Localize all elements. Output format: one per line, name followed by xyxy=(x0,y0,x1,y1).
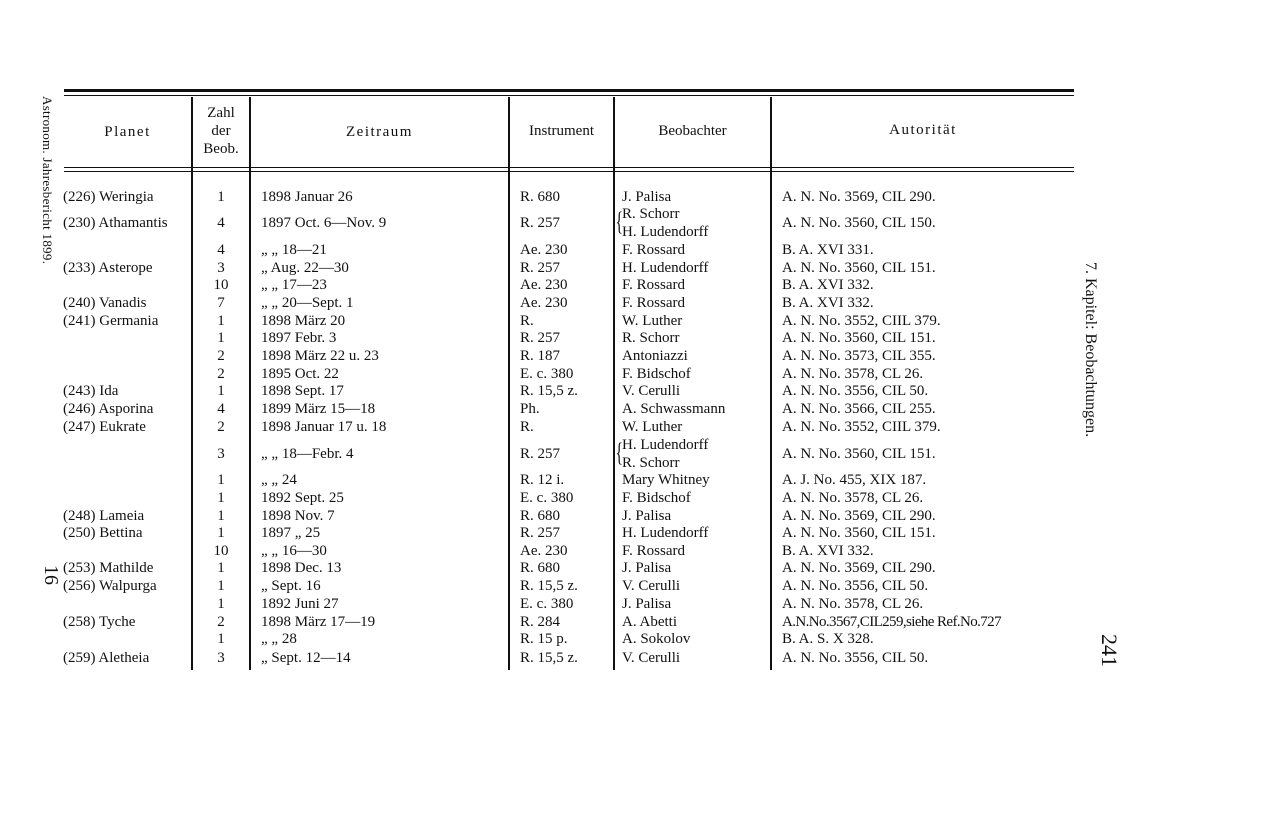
row-8-auth: A. N. No. 3560, CIL 151. xyxy=(782,330,936,346)
row-4-inst: R. 257 xyxy=(520,260,561,276)
row-19-inst: Ae. 230 xyxy=(520,543,568,559)
header-autoritaet: Autorität xyxy=(889,122,957,138)
row-9-zeit: 1898 März 22 u. 23 xyxy=(261,348,379,364)
row-6-planet: (240) Vanadis xyxy=(63,295,147,311)
row-19-auth: B. A. XVI 332. xyxy=(782,543,874,559)
left-page-number: 16 xyxy=(40,565,62,585)
row-10-inst: E. c. 380 xyxy=(520,366,574,382)
row-22-inst: E. c. 380 xyxy=(520,596,574,612)
row-7-n: 1 xyxy=(217,313,225,329)
row-20-auth: A. N. No. 3569, CIL 290. xyxy=(782,560,936,576)
row-18-auth: A. N. No. 3560, CIL 151. xyxy=(782,525,936,541)
row-5-zeit: „ „ 17—23 xyxy=(261,277,327,293)
row-22-n: 1 xyxy=(217,596,225,612)
row-2-zeit: 1897 Oct. 6—Nov. 9 xyxy=(261,215,387,231)
row-2-inst: R. 257 xyxy=(520,215,561,231)
row-17-zeit: 1898 Nov. 7 xyxy=(261,508,335,524)
row-5-beob: F. Rossard xyxy=(622,277,685,293)
row-4-auth: A. N. No. 3560, CIL 151. xyxy=(782,260,936,276)
row-18-n: 1 xyxy=(217,525,225,541)
row-7-beob: W. Luther xyxy=(622,313,683,329)
row-15-beob: Mary Whitney xyxy=(622,472,710,488)
row-16-auth: A. N. No. 3578, CL 26. xyxy=(782,490,924,506)
row-13-beob: W. Luther xyxy=(622,419,683,435)
row-16-beob: F. Bidschof xyxy=(622,490,691,506)
row-2-beob2: H. Ludendorff xyxy=(622,224,709,240)
row-25-n: 3 xyxy=(217,650,225,666)
row-4-beob: H. Ludendorff xyxy=(622,260,709,276)
column-rule-4 xyxy=(613,97,615,670)
row-11-beob: V. Cerulli xyxy=(622,383,681,399)
row-1-n: 1 xyxy=(217,189,225,205)
row-2-brace: { xyxy=(615,207,623,236)
header-zahl-line-1: Zahl xyxy=(207,105,235,121)
row-13-n: 2 xyxy=(217,419,225,435)
row-23-planet: (258) Tyche xyxy=(63,614,136,630)
header-rule-2 xyxy=(64,171,1074,172)
row-22-zeit: 1892 Juni 27 xyxy=(261,596,339,612)
row-12-inst: Ph. xyxy=(520,401,540,417)
row-21-beob: V. Cerulli xyxy=(622,578,681,594)
row-1-zeit: 1898 Januar 26 xyxy=(261,189,353,205)
row-12-planet: (246) Asporina xyxy=(63,401,154,417)
header-zahl xyxy=(193,104,249,158)
header-rule-1 xyxy=(64,167,1074,168)
header-instrument: Instrument xyxy=(529,123,594,139)
row-2-planet: (230) Athamantis xyxy=(63,215,168,231)
row-14-auth: A. N. No. 3560, CIL 151. xyxy=(782,446,936,462)
row-11-planet: (243) Ida xyxy=(63,383,119,399)
row-18-planet: (250) Bettina xyxy=(63,525,143,541)
header-zahl-line-2: der xyxy=(211,123,231,139)
right-page-number: 241 xyxy=(1097,634,1122,667)
row-3-zeit: „ „ 18—21 xyxy=(261,242,327,258)
row-15-auth: A. J. No. 455, XIX 187. xyxy=(782,472,927,488)
row-19-beob: F. Rossard xyxy=(622,543,685,559)
row-13-zeit: 1898 Januar 17 u. 18 xyxy=(261,419,387,435)
row-16-inst: E. c. 380 xyxy=(520,490,574,506)
row-12-beob: A. Schwassmann xyxy=(622,401,726,417)
row-25-planet: (259) Aletheia xyxy=(63,650,150,666)
row-8-inst: R. 257 xyxy=(520,330,561,346)
row-6-zeit: „ „ 20—Sept. 1 xyxy=(261,295,354,311)
row-13-inst: R. xyxy=(520,419,534,435)
row-22-auth: A. N. No. 3578, CL 26. xyxy=(782,596,924,612)
column-rule-3 xyxy=(508,97,510,670)
row-10-zeit: 1895 Oct. 22 xyxy=(261,366,339,382)
row-25-inst: R. 15,5 z. xyxy=(520,650,578,666)
row-15-zeit: „ „ 24 xyxy=(261,472,297,488)
row-24-zeit: „ „ 28 xyxy=(261,631,297,647)
row-11-zeit: 1898 Sept. 17 xyxy=(261,383,344,399)
row-20-inst: R. 680 xyxy=(520,560,561,576)
right-running-head: 7. Kapitel: Beobachtungen. xyxy=(1082,262,1099,438)
header-beobachter: Beobachter xyxy=(658,123,727,139)
row-5-inst: Ae. 230 xyxy=(520,277,568,293)
row-15-n: 1 xyxy=(217,472,225,488)
row-7-auth: A. N. No. 3552, CIIL 379. xyxy=(782,313,941,329)
row-4-n: 3 xyxy=(217,260,225,276)
row-23-auth: A.N.No.3567,CIL259,siehe Ref.No.727 xyxy=(782,614,1001,630)
row-20-planet: (253) Mathilde xyxy=(63,560,154,576)
row-14-beob: H. Ludendorff xyxy=(622,437,709,453)
row-14-inst: R. 257 xyxy=(520,446,561,462)
row-21-planet: (256) Walpurga xyxy=(63,578,157,594)
row-3-auth: B. A. XVI 331. xyxy=(782,242,874,258)
row-4-planet: (233) Asterope xyxy=(63,260,153,276)
row-19-zeit: „ „ 16—30 xyxy=(261,543,327,559)
row-24-n: 1 xyxy=(217,631,225,647)
row-8-n: 1 xyxy=(217,330,225,346)
row-7-inst: R. xyxy=(520,313,534,329)
row-7-zeit: 1898 März 20 xyxy=(261,313,346,329)
row-3-inst: Ae. 230 xyxy=(520,242,568,258)
row-16-n: 1 xyxy=(217,490,225,506)
row-9-inst: R. 187 xyxy=(520,348,561,364)
top-rule-thin xyxy=(64,95,1074,96)
row-8-beob: R. Schorr xyxy=(622,330,680,346)
row-9-beob: Antoniazzi xyxy=(622,348,688,364)
row-18-inst: R. 257 xyxy=(520,525,561,541)
row-22-beob: J. Palisa xyxy=(622,596,672,612)
header-planet: Planet xyxy=(104,124,151,140)
column-rule-2 xyxy=(249,97,251,670)
row-10-n: 2 xyxy=(217,366,225,382)
row-15-inst: R. 12 i. xyxy=(520,472,565,488)
row-10-beob: F. Bidschof xyxy=(622,366,691,382)
row-24-auth: B. A. S. X 328. xyxy=(782,631,874,647)
row-24-beob: A. Sokolov xyxy=(622,631,691,647)
column-rule-5 xyxy=(770,97,772,670)
row-5-n: 10 xyxy=(213,277,229,293)
row-24-inst: R. 15 p. xyxy=(520,631,568,647)
row-3-beob: F. Rossard xyxy=(622,242,685,258)
row-6-beob: F. Rossard xyxy=(622,295,685,311)
row-7-planet: (241) Germania xyxy=(63,313,159,329)
row-6-n: 7 xyxy=(217,295,225,311)
row-14-beob2: R. Schorr xyxy=(622,455,680,471)
row-11-inst: R. 15,5 z. xyxy=(520,383,578,399)
row-17-planet: (248) Lameia xyxy=(63,508,145,524)
left-running-head: Astronom. Jahresbericht 1899. xyxy=(40,96,55,265)
row-1-auth: A. N. No. 3569, CIL 290. xyxy=(782,189,936,205)
row-17-auth: A. N. No. 3569, CIL 290. xyxy=(782,508,936,524)
row-25-beob: V. Cerulli xyxy=(622,650,681,666)
row-16-zeit: 1892 Sept. 25 xyxy=(261,490,344,506)
row-23-inst: R. 284 xyxy=(520,614,561,630)
row-10-auth: A. N. No. 3578, CL 26. xyxy=(782,366,924,382)
row-2-n: 4 xyxy=(217,215,225,231)
row-25-zeit: „ Sept. 12—14 xyxy=(261,650,351,666)
row-4-zeit: „ Aug. 22—30 xyxy=(261,260,349,276)
row-13-planet: (247) Eukrate xyxy=(63,419,146,435)
row-14-zeit: „ „ 18—Febr. 4 xyxy=(261,446,354,462)
row-23-n: 2 xyxy=(217,614,225,630)
row-11-auth: A. N. No. 3556, CIL 50. xyxy=(782,383,929,399)
row-20-zeit: 1898 Dec. 13 xyxy=(261,560,342,576)
row-18-zeit: 1897 „ 25 xyxy=(261,525,321,541)
row-17-beob: J. Palisa xyxy=(622,508,672,524)
row-14-brace: { xyxy=(615,438,623,467)
row-12-zeit: 1899 März 15—18 xyxy=(261,401,376,417)
row-1-inst: R. 680 xyxy=(520,189,561,205)
row-6-inst: Ae. 230 xyxy=(520,295,568,311)
row-13-auth: A. N. No. 3552, CIIL 379. xyxy=(782,419,941,435)
row-18-beob: H. Ludendorff xyxy=(622,525,709,541)
row-17-inst: R. 680 xyxy=(520,508,561,524)
row-23-beob: A. Abetti xyxy=(622,614,677,630)
row-21-inst: R. 15,5 z. xyxy=(520,578,578,594)
row-5-auth: B. A. XVI 332. xyxy=(782,277,874,293)
row-25-auth: A. N. No. 3556, CIL 50. xyxy=(782,650,929,666)
row-11-n: 1 xyxy=(217,383,225,399)
row-3-n: 4 xyxy=(217,242,225,258)
header-zeitraum: Zeitraum xyxy=(346,124,413,140)
row-9-auth: A. N. No. 3573, CIL 355. xyxy=(782,348,936,364)
row-12-auth: A. N. No. 3566, CIL 255. xyxy=(782,401,936,417)
row-9-n: 2 xyxy=(217,348,225,364)
row-21-zeit: „ Sept. 16 xyxy=(261,578,321,594)
row-17-n: 1 xyxy=(217,508,225,524)
row-2-auth: A. N. No. 3560, CIL 150. xyxy=(782,215,936,231)
top-rule-thick xyxy=(64,89,1074,92)
row-6-auth: B. A. XVI 332. xyxy=(782,295,874,311)
row-8-zeit: 1897 Febr. 3 xyxy=(261,330,337,346)
row-1-beob: J. Palisa xyxy=(622,189,672,205)
row-19-n: 10 xyxy=(213,543,229,559)
row-2-beob: R. Schorr xyxy=(622,206,680,222)
row-21-auth: A. N. No. 3556, CIL 50. xyxy=(782,578,929,594)
row-14-n: 3 xyxy=(217,446,225,462)
row-12-n: 4 xyxy=(217,401,225,417)
header-zahl-line-3: Beob. xyxy=(203,141,239,157)
row-21-n: 1 xyxy=(217,578,225,594)
row-20-n: 1 xyxy=(217,560,225,576)
row-1-planet: (226) Weringia xyxy=(63,189,154,205)
row-20-beob: J. Palisa xyxy=(622,560,672,576)
row-23-zeit: 1898 März 17—19 xyxy=(261,614,376,630)
